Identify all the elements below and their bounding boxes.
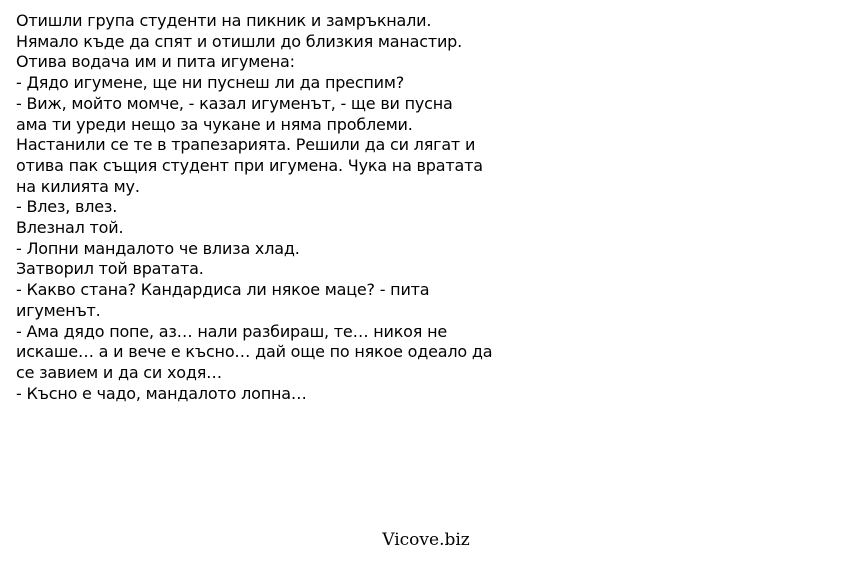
- joke-line: отива пак същия студент при игумена. Чука на вратата: [16, 155, 483, 175]
- joke-line: Влезнал той.: [16, 218, 124, 238]
- joke-text: [16, 11, 836, 404]
- joke-line: искаше… а и вече е късно… дай още по някое одеало да: [16, 342, 493, 362]
- joke-line: - Късно е чадо, мандалото лопна…: [16, 383, 307, 403]
- joke-line: - Виж, мойто момче, - казал игуменът, - ще ви пусна: [16, 93, 453, 113]
- joke-line: се завием и да си ходя…: [16, 362, 222, 382]
- joke-line: - Дядо игумене, ще ни пуснеш ли да преспим?: [16, 73, 405, 93]
- joke-line: Отишли група студенти на пикник и замръкнали.: [16, 11, 432, 30]
- joke-line: Отива водача им и пита игумена:: [16, 52, 295, 72]
- joke-line: Нямало къде да спят и отишли до близкия манастир.: [16, 31, 462, 51]
- joke-line: - Влез, влез.: [16, 197, 118, 217]
- joke-line: - Ама дядо попе, аз… нали разбираш, те… никоя не: [16, 321, 447, 341]
- joke-line: - Лопни мандалото че влиза хлад.: [16, 238, 300, 258]
- joke-line: игуменът.: [16, 300, 101, 320]
- joke-line: Настанили се те в трапезарията. Решили да си лягат и: [16, 135, 476, 155]
- joke-line: - Какво стана? Кандардиса ли някое маце? - пита: [16, 280, 430, 300]
- joke-line: ама ти уреди нещо за чукане и няма проблеми.: [16, 114, 413, 134]
- joke-line: Затворил той вратата.: [16, 259, 204, 279]
- joke-line: на килията му.: [16, 176, 140, 196]
- site-watermark: Vicove.biz: [382, 530, 470, 550]
